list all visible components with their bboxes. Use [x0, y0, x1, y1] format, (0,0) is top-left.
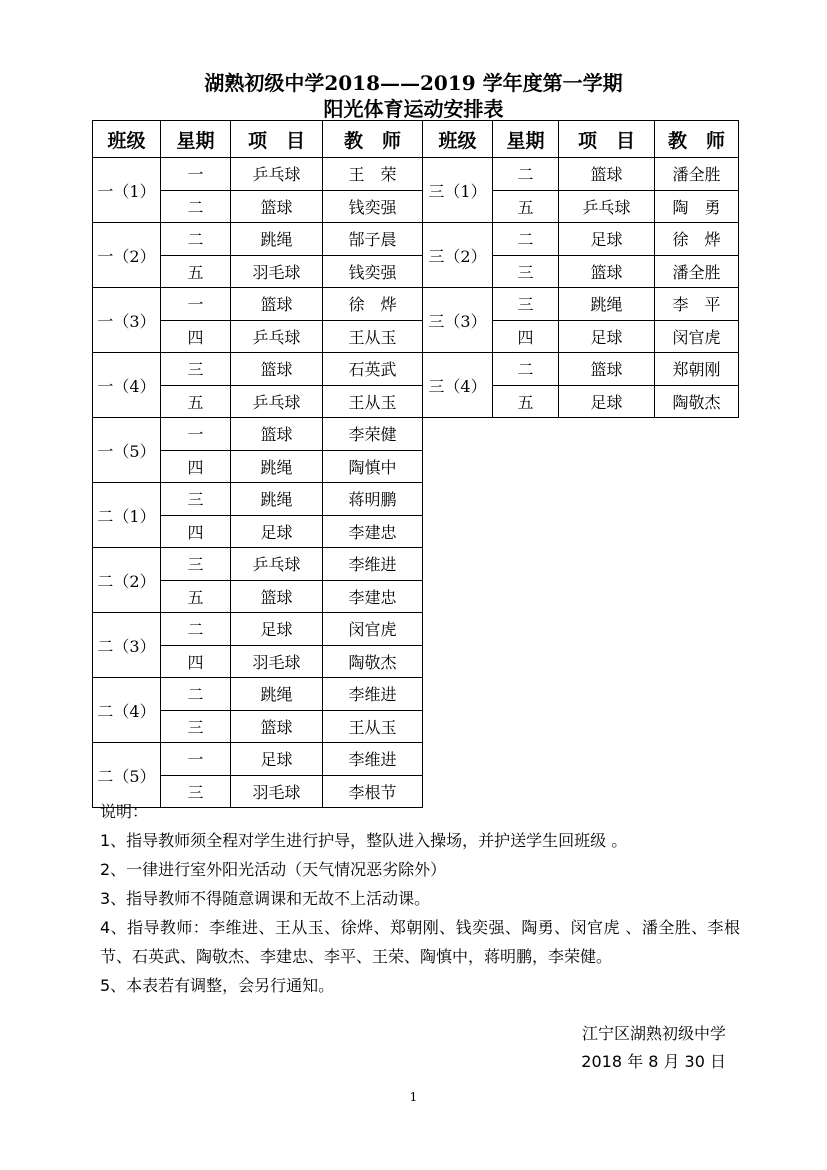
- day-cell: 五: [161, 580, 231, 613]
- day-cell: 三: [161, 710, 231, 743]
- class-cell: 三（4）: [423, 353, 493, 418]
- day-cell: 一: [161, 288, 231, 321]
- teacher-cell: 李根节: [323, 775, 423, 808]
- day-cell: 三: [493, 288, 559, 321]
- teacher-cell: 王从玉: [323, 710, 423, 743]
- table-row: [93, 548, 423, 581]
- day-cell: 五: [493, 385, 559, 418]
- teacher-cell: 闵官虎: [655, 320, 739, 353]
- teacher-cell: 陶敬杰: [323, 645, 423, 678]
- table-row: [93, 418, 423, 451]
- item-cell: 乒乓球: [559, 190, 655, 223]
- class-cell: 三（1）: [423, 158, 493, 223]
- item-cell: 羽毛球: [231, 645, 323, 678]
- table-row: [93, 288, 423, 321]
- teacher-cell: 郑朝刚: [655, 353, 739, 386]
- teacher-cell: 李建忠: [323, 515, 423, 548]
- table-row: [423, 223, 739, 256]
- item-cell: 足球: [559, 320, 655, 353]
- day-cell: 三: [493, 255, 559, 288]
- item-cell: 篮球: [559, 353, 655, 386]
- table-row: [93, 353, 423, 386]
- item-cell: 跳绳: [559, 288, 655, 321]
- item-cell: 足球: [559, 385, 655, 418]
- day-cell: 三: [161, 483, 231, 516]
- teacher-cell: 闵官虎: [323, 613, 423, 646]
- class-cell: 一（3）: [93, 288, 161, 353]
- day-cell: 三: [161, 353, 231, 386]
- teacher-cell: 李 平: [655, 288, 739, 321]
- item-cell: 羽毛球: [231, 775, 323, 808]
- table-header-row: [423, 121, 739, 158]
- teacher-cell: 王从玉: [323, 320, 423, 353]
- day-cell: 五: [493, 190, 559, 223]
- day-cell: 二: [493, 223, 559, 256]
- note-item: 3、指导教师不得随意调课和无故不上活动课。: [100, 889, 431, 908]
- header-class: 班级: [423, 121, 493, 158]
- day-cell: 二: [161, 223, 231, 256]
- item-cell: 足球: [559, 223, 655, 256]
- header-day: 星期: [161, 121, 231, 158]
- class-cell: 一（4）: [93, 353, 161, 418]
- table-header-row: [93, 121, 423, 158]
- table-row: [93, 158, 423, 191]
- table-row: [93, 223, 423, 256]
- teacher-cell: 徐 烨: [655, 223, 739, 256]
- table-row: [423, 353, 739, 386]
- class-cell: 二（3）: [93, 613, 161, 678]
- item-cell: 足球: [231, 515, 323, 548]
- teacher-cell: 李维进: [323, 678, 423, 711]
- notes-section: [100, 797, 740, 1000]
- class-cell: 二（2）: [93, 548, 161, 613]
- class-cell: 二（5）: [93, 743, 161, 808]
- day-cell: 四: [161, 515, 231, 548]
- table-row: [93, 613, 423, 646]
- note-item: 2、一律进行室外阳光活动（天气情况恶劣除外）: [100, 860, 447, 879]
- schedule-table-right: [422, 120, 739, 418]
- schedule-table-left: [92, 120, 423, 808]
- note-item: 1、指导教师须全程对学生进行护导，整队进入操场，并护送学生回班级 。: [100, 831, 628, 850]
- day-cell: 五: [161, 385, 231, 418]
- teacher-cell: 王从玉: [323, 385, 423, 418]
- teacher-cell: 潘全胜: [655, 158, 739, 191]
- header-teacher: 教 师: [323, 121, 423, 158]
- item-cell: 跳绳: [231, 450, 323, 483]
- item-cell: 跳绳: [231, 223, 323, 256]
- header-day: 星期: [493, 121, 559, 158]
- class-cell: 二（1）: [93, 483, 161, 548]
- note-item: 5、本表若有调整，会另行通知。: [100, 976, 335, 995]
- teacher-cell: 王 荣: [323, 158, 423, 191]
- class-cell: 一（5）: [93, 418, 161, 483]
- document-title: 湖熟初级中学2018——2019 学年度第一学期: [204, 71, 623, 95]
- page-number: 1: [409, 1090, 418, 1104]
- item-cell: 乒乓球: [231, 385, 323, 418]
- item-cell: 篮球: [231, 710, 323, 743]
- day-cell: 二: [161, 190, 231, 223]
- day-cell: 四: [161, 450, 231, 483]
- class-cell: 二（4）: [93, 678, 161, 743]
- item-cell: 乒乓球: [231, 320, 323, 353]
- teacher-cell: 蒋明鹏: [323, 483, 423, 516]
- teacher-cell: 钱奕强: [323, 190, 423, 223]
- item-cell: 篮球: [231, 353, 323, 386]
- table-row: [93, 743, 423, 776]
- item-cell: 足球: [231, 743, 323, 776]
- day-cell: 四: [493, 320, 559, 353]
- teacher-cell: 陶敬杰: [655, 385, 739, 418]
- notes-heading: 说明：: [100, 802, 149, 821]
- table-row: [423, 158, 739, 191]
- day-cell: 一: [161, 743, 231, 776]
- teacher-cell: 潘全胜: [655, 255, 739, 288]
- table-row: [93, 678, 423, 711]
- day-cell: 二: [493, 158, 559, 191]
- item-cell: 跳绳: [231, 483, 323, 516]
- item-cell: 羽毛球: [231, 255, 323, 288]
- note-item: 4、指导教师：李维进、王从玉、徐烨、郑朝刚、钱奕强、陶勇、闵官虎 、潘全胜、李根节、石英武、陶敬杰、李建忠、李平、王荣、陶慎中，蒋明鹏，李荣健。: [100, 918, 740, 966]
- table-row: [93, 483, 423, 516]
- class-cell: 三（2）: [423, 223, 493, 288]
- teacher-cell: 李建忠: [323, 580, 423, 613]
- class-cell: 三（3）: [423, 288, 493, 353]
- teacher-cell: 石英武: [323, 353, 423, 386]
- header-item: 项 目: [231, 121, 323, 158]
- day-cell: 一: [161, 158, 231, 191]
- day-cell: 二: [493, 353, 559, 386]
- teacher-cell: 郜子晨: [323, 223, 423, 256]
- item-cell: 篮球: [231, 580, 323, 613]
- document-subtitle: 阳光体育运动安排表: [323, 97, 504, 121]
- item-cell: 篮球: [231, 190, 323, 223]
- teacher-cell: 陶慎中: [323, 450, 423, 483]
- teacher-cell: 陶 勇: [655, 190, 739, 223]
- item-cell: 乒乓球: [231, 548, 323, 581]
- class-cell: 一（2）: [93, 223, 161, 288]
- header-class: 班级: [93, 121, 161, 158]
- table-row: [423, 288, 739, 321]
- day-cell: 四: [161, 320, 231, 353]
- item-cell: 篮球: [559, 158, 655, 191]
- day-cell: 五: [161, 255, 231, 288]
- day-cell: 三: [161, 548, 231, 581]
- day-cell: 三: [161, 775, 231, 808]
- item-cell: 乒乓球: [231, 158, 323, 191]
- item-cell: 篮球: [559, 255, 655, 288]
- teacher-cell: 李维进: [323, 743, 423, 776]
- item-cell: 足球: [231, 613, 323, 646]
- day-cell: 四: [161, 645, 231, 678]
- item-cell: 篮球: [231, 288, 323, 321]
- class-cell: 一（1）: [93, 158, 161, 223]
- teacher-cell: 钱奕强: [323, 255, 423, 288]
- item-cell: 跳绳: [231, 678, 323, 711]
- signature-date: 2018 年 8 月 30 日: [581, 1052, 726, 1071]
- day-cell: 一: [161, 418, 231, 451]
- signature-school: 江宁区湖熟初级中学: [581, 1024, 726, 1043]
- header-teacher: 教 师: [655, 121, 739, 158]
- header-item: 项 目: [559, 121, 655, 158]
- teacher-cell: 徐 烨: [323, 288, 423, 321]
- day-cell: 二: [161, 613, 231, 646]
- teacher-cell: 李荣健: [323, 418, 423, 451]
- teacher-cell: 李维进: [323, 548, 423, 581]
- item-cell: 篮球: [231, 418, 323, 451]
- day-cell: 二: [161, 678, 231, 711]
